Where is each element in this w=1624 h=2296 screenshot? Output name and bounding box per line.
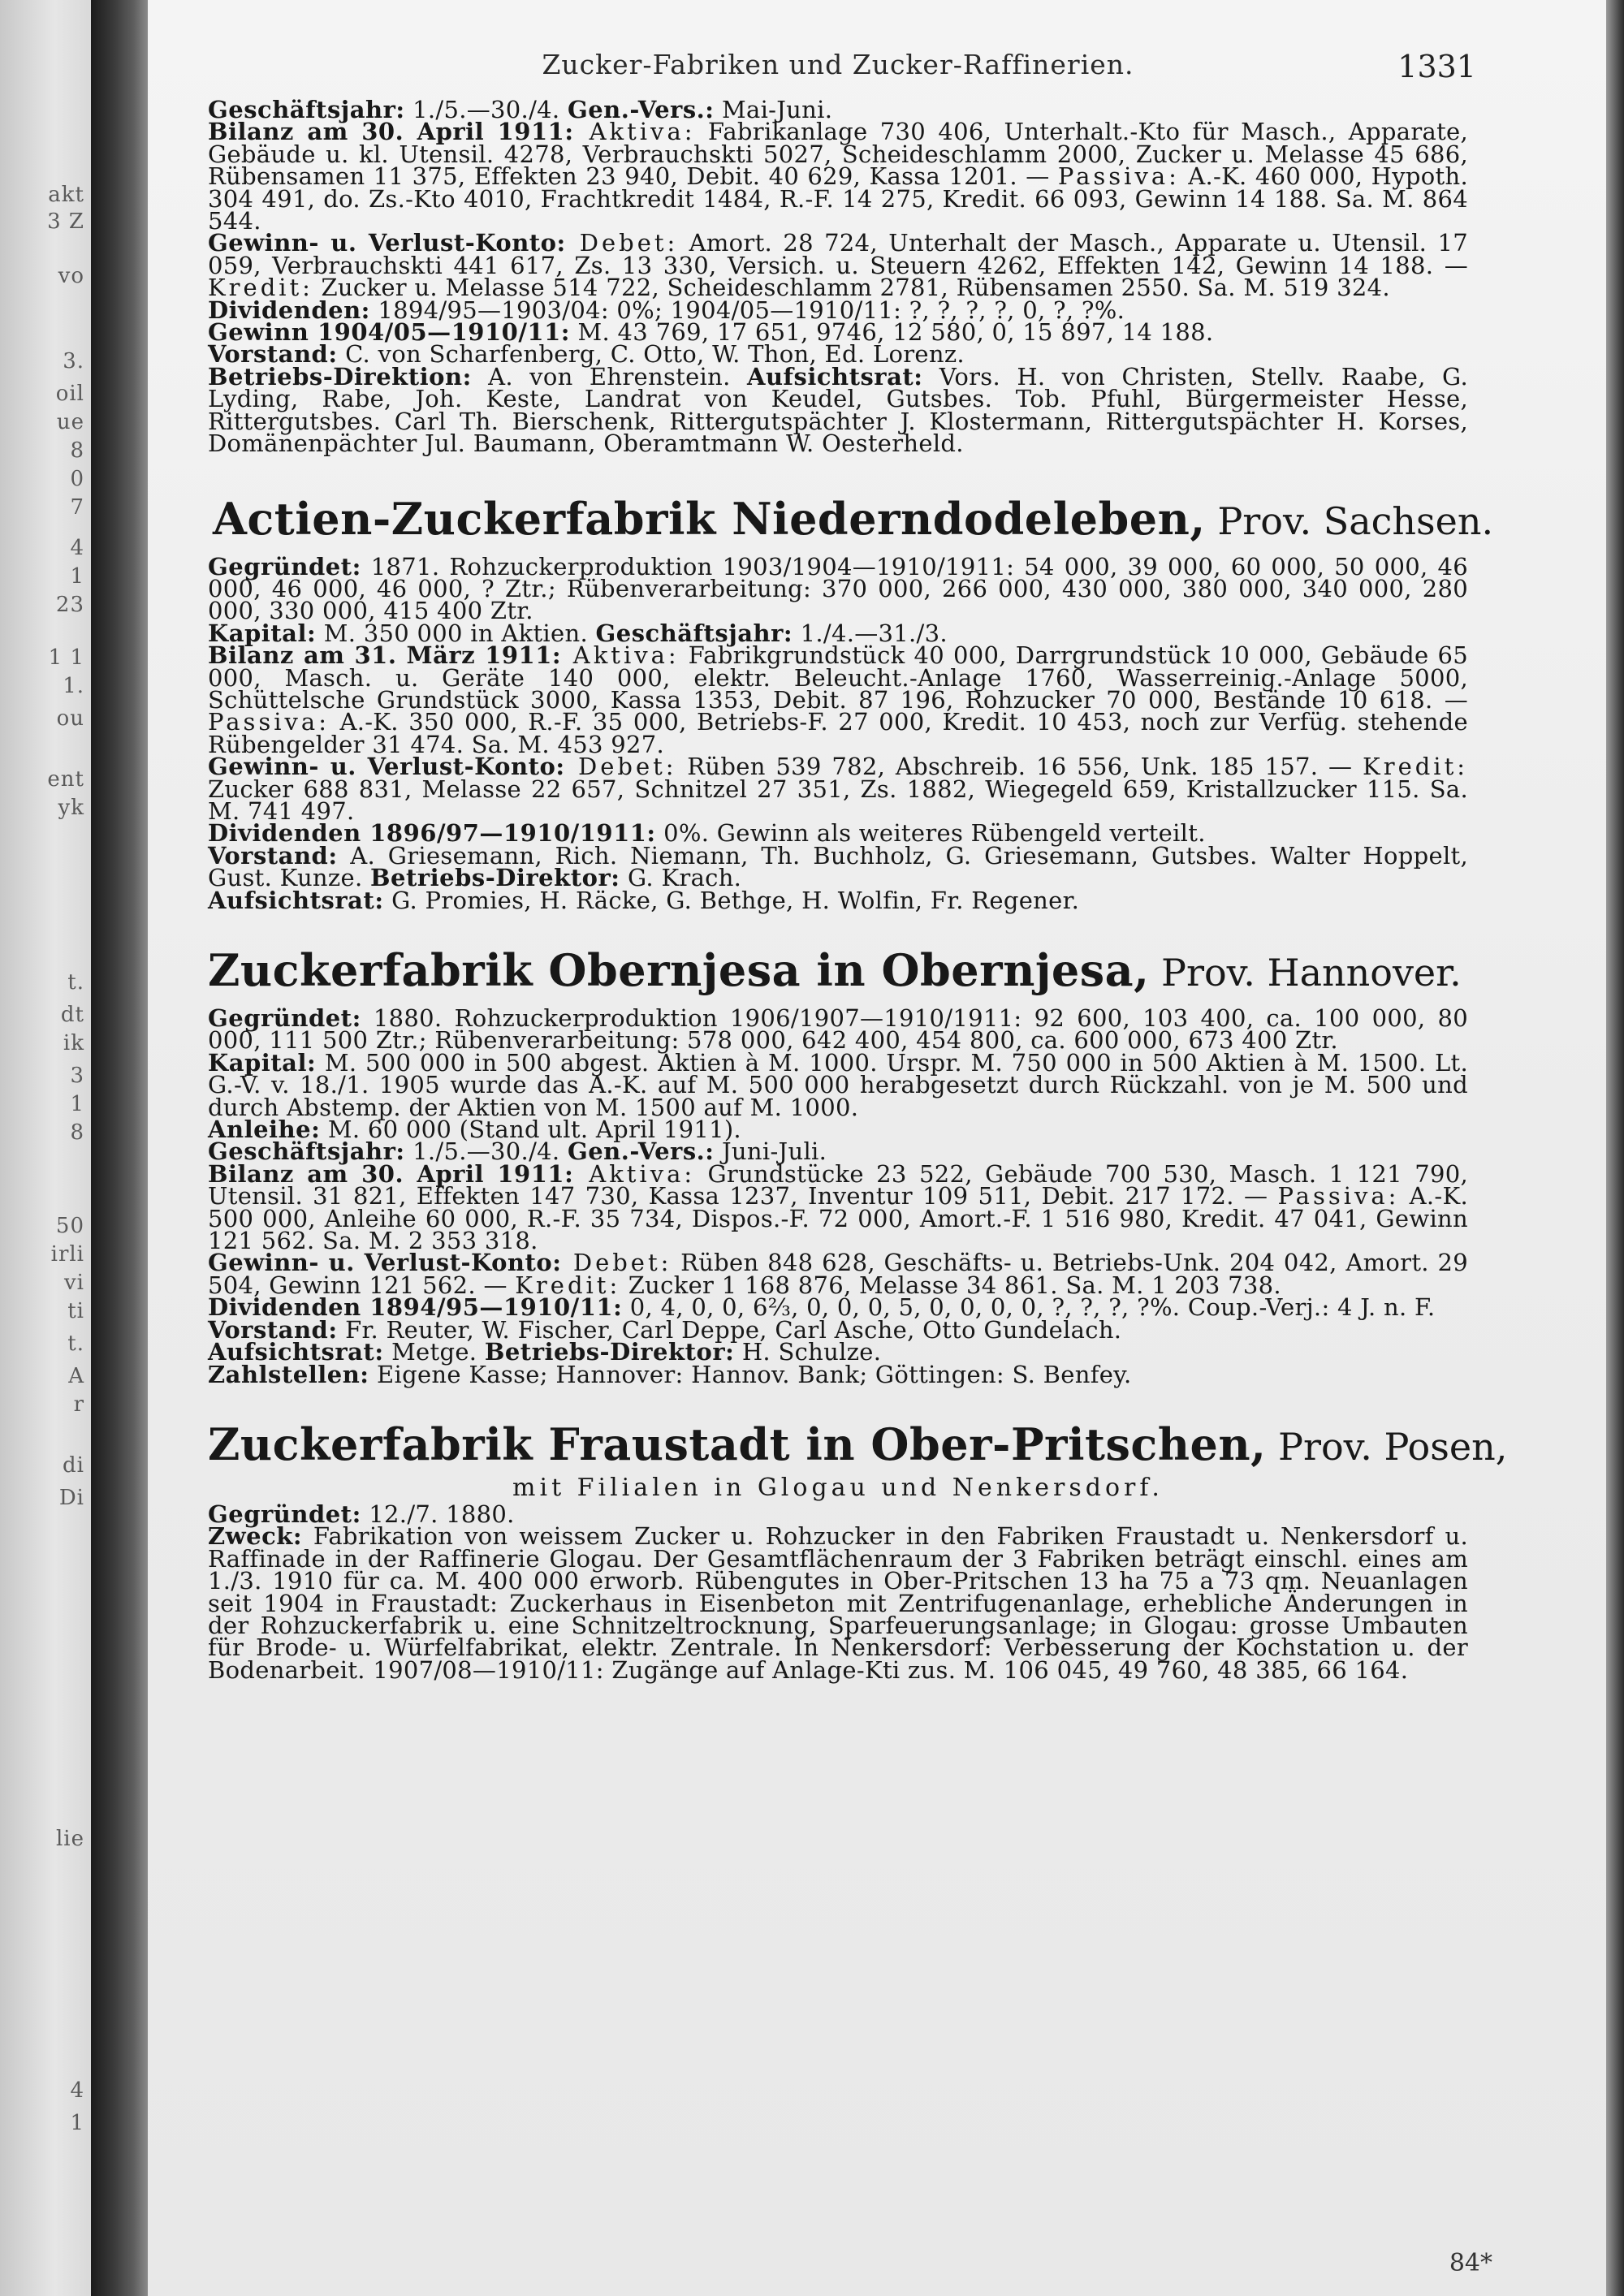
- left-fragment: ik: [63, 1031, 84, 1055]
- entry-text: Fr. Reuter, W. Fischer, Carl Deppe, Carl Asche, Otto Gundelach.: [337, 1315, 1122, 1344]
- entry-spaced: Kredit:: [208, 274, 313, 302]
- company-entry: [208, 492, 1494, 914]
- entry-label: Betriebs-Direktor:: [369, 864, 620, 892]
- entry-label: Geschäftsjahr:: [208, 96, 405, 123]
- left-fragment: ue: [56, 410, 84, 434]
- company-name: Actien-Zuckerfabrik Niederndodeleben,: [213, 492, 1206, 545]
- left-fragment: 3: [70, 1064, 84, 1088]
- left-fragment: 23: [55, 593, 84, 617]
- left-fragment: 0: [70, 467, 84, 491]
- entry-text: Fabrikgrundstück 40 000, Darrgrundstück 10 000, Gebäude 65 000, Masch. u. Geräte 140 000, elektr. Beleucht.-Anlage 1760, Wasserreinig.-Anlage 5000, Schüttelsche Grundstück 3000, Kassa 1353, Debit. 87 196, Rohzucker 70 000, Bestände 10 618. —: [208, 641, 1468, 714]
- entry-line: [208, 229, 1468, 302]
- entry-text: Zucker u. Melasse 514 722, Scheideschlamm 2781, Rübensamen 2550. Sa. M. 519 324.: [313, 274, 1390, 302]
- entry-text: A. Griesemann, Rich. Niemann, Th. Buchholz, G. Griesemann, Gutsbes. Walter Hoppelt, Gust. Kunze.: [208, 841, 1468, 892]
- left-fragment: 1: [70, 564, 84, 589]
- entry-line: [208, 362, 1468, 458]
- entry-text: M. 43 769, 17 651, 9746, 12 580, 0, 15 897, 14 188.: [570, 318, 1214, 347]
- entry-text: M. 60 000 (Stand ult. April 1911).: [320, 1116, 741, 1144]
- company-subtitle: mit Filialen in Glogau und Nenkersdorf.: [512, 1473, 1164, 1502]
- entry-text: 1880. Rohzuckerproduktion 1906/1907—1910/1911: 92 600, 103 400, ca. 100 000, 80 000, 111 500 Ztr.; Rübenverarbeitung: 578 000, 642 400, 454 800, ca. 600 000, 673 400 Ztr.: [208, 1004, 1468, 1055]
- entry-text: Zucker 1 168 876, Melasse 34 861. Sa. M. 1 203 738.: [620, 1271, 1281, 1299]
- page-content: [208, 42, 1508, 1684]
- entry-line: [208, 886, 1468, 914]
- entry-label: Gewinn- u. Verlust-Konto:: [208, 753, 565, 781]
- entry-text: Juni-Juli.: [714, 1137, 827, 1166]
- entry-label: Gegründet:: [208, 552, 361, 580]
- left-fragment: ou: [56, 706, 84, 731]
- left-fragment: Di: [58, 1486, 84, 1510]
- entry-label: Bilanz am 30. April 1911:: [208, 1159, 574, 1188]
- company-name: Zuckerfabrik Fraustadt in Ober-Pritschen,: [208, 1418, 1267, 1470]
- left-fragment: 3.: [63, 349, 84, 373]
- entry-spaced: Aktiva:: [573, 1159, 696, 1188]
- left-fragment: yk: [58, 796, 84, 820]
- entry-label: Betriebs-Direktor:: [484, 1338, 735, 1366]
- left-fragment: vo: [58, 264, 84, 288]
- entry-text: Metge.: [383, 1338, 485, 1366]
- entry-text: 12./7. 1880.: [361, 1500, 515, 1528]
- entry-label: Zweck:: [208, 1522, 303, 1551]
- entry-text: Grundstücke 23 522, Gebäude 700 530, Masch. 1 121 790, Utensil. 31 821, Effekten 147 730, Kassa 1237, Inventur 109 511, Debit. 217 172. —: [208, 1159, 1468, 1211]
- entry-label: Gen.-Vers.:: [567, 1137, 715, 1166]
- entry-text: G. Promies, H. Räcke, G. Bethge, H. Wolfin, Fr. Regener.: [383, 886, 1080, 914]
- entry-text: 1./5.—30./4.: [404, 96, 568, 123]
- entry-spaced: Aktiva:: [573, 118, 696, 146]
- left-fragment: r: [73, 1392, 84, 1417]
- entry-text: 0, 4, 0, 0, 6⅔, 0, 0, 0, 5, 0, 0, 0, 0, ?, ?, ?, ?%. Coup.-Verj.: 4 J. n. F.: [622, 1293, 1436, 1322]
- entry-spaced: Kredit:: [1363, 753, 1468, 781]
- left-fragment: t.: [67, 970, 84, 995]
- left-fragment: A: [68, 1364, 84, 1388]
- entry-text: 1871. Rohzuckerproduktion 1903/1904—1910/1911: 54 000, 39 000, 60 000, 50 000, 46 000, 46 000, 46 000, ? Ztr.; Rübenverarbeitung: 370 000, 266 000, 430 000, 380 000, 340 000, 280 000, 330 000, 415 400 Ztr.: [208, 552, 1468, 625]
- entry-text: 0%. Gewinn als weiteres Rübengeld verteilt.: [655, 819, 1206, 848]
- entry-spaced: Passiva:: [1277, 1182, 1400, 1211]
- entry-text: 1./4.—31./3.: [793, 619, 948, 647]
- entry-label: Bilanz am 30. April 1911:: [208, 118, 574, 146]
- left-fragment: akt: [48, 183, 84, 207]
- company-entry: [208, 1418, 1508, 1684]
- left-fragment: 1.: [63, 674, 84, 698]
- entry-text: M. 500 000 in 500 abgest. Aktien à M. 1000. Urspr. M. 750 000 in 500 Aktien à M. 1500. Lt. G.-V. v. 18./1. 1905 wurde das A.-K. auf M. 500 000 herabgesetzt durch Rückzahl. von je M. 500 und durch Abstemp. der Aktien von M. 1500 auf M. 1000.: [208, 1048, 1468, 1121]
- entry-text: C. von Scharfenberg, C. Otto, W. Thon, Ed. Lorenz.: [337, 340, 965, 369]
- left-fragment: 4: [70, 536, 84, 560]
- entry-label: Aufsichtsrat:: [746, 362, 923, 391]
- entry-line: [208, 1249, 1468, 1299]
- entry-line: [208, 1522, 1468, 1684]
- entry-text: 1894/95—1903/04: 0%; 1904/05—1910/11: ?, ?, ?, ?, 0, ?, ?%.: [369, 296, 1125, 324]
- entry-label: Zahlstellen:: [208, 1360, 369, 1388]
- entry-spaced: Passiva:: [208, 708, 330, 736]
- entry-label: Aufsichtsrat:: [208, 1338, 384, 1366]
- right-page-edge: [1606, 0, 1624, 2296]
- entry-label: Gewinn 1904/05—1910/11:: [208, 318, 570, 347]
- entry-label: Dividenden 1896/97—1910/1911:: [208, 819, 656, 848]
- left-fragment: irli: [50, 1242, 84, 1267]
- entry-label: Kapital:: [208, 619, 317, 647]
- left-fragment: vi: [63, 1271, 84, 1295]
- entry-label: Dividenden:: [208, 296, 370, 324]
- entry-label: Betriebs-Direktion:: [208, 362, 472, 391]
- left-fragment: 1: [70, 1092, 84, 1116]
- entry-text: Eigene Kasse; Hannover: Hannov. Bank; Göttingen: S. Benfey.: [369, 1360, 1132, 1388]
- left-page-edge: [0, 0, 91, 2296]
- entry-label: Gewinn- u. Verlust-Konto:: [208, 1249, 562, 1277]
- running-head: [208, 42, 1476, 99]
- left-fragment: oil: [55, 382, 84, 406]
- entry-label: Aufsichtsrat:: [208, 886, 384, 914]
- entry-text: A.-K. 500 000, Anleihe 60 000, R.-F. 35 734, Dispos.-F. 72 000, Amort.-F. 1 516 980, Kredit. 47 041, Gewinn 121 562. Sa. M. 2 353 318.: [208, 1182, 1468, 1255]
- left-fragment: ent: [47, 767, 84, 792]
- entry-label: Gewinn- u. Verlust-Konto:: [208, 229, 566, 257]
- entry-label: Kapital:: [208, 1048, 317, 1077]
- entry-text: Mai-Juni.: [714, 96, 833, 123]
- entry-text: A.-K. 460 000, Hypoth. 304 491, do. Zs.-Kto 4010, Frachtkredit 1484, R.-F. 14 275, Kredit. 66 093, Gewinn 14 188. Sa. M. 864 544.: [208, 162, 1468, 235]
- entry-text: A.-K. 350 000, R.-F. 35 000, Betriebs-F. 27 000, Kredit. 10 453, noch zur Verfüg. stehende Rübengelder 31 474. Sa. M. 453 927.: [208, 708, 1468, 758]
- entry-text: H. Schulze.: [734, 1338, 882, 1366]
- entry-label: Dividenden 1894/95—1910/11:: [208, 1293, 623, 1322]
- entry-line: [208, 841, 1468, 892]
- entry-label: Gegründet:: [208, 1004, 361, 1032]
- entry-text: Fabrikanlage 730 406, Unterhalt.-Kto für Masch., Apparate, Gebäude u. kl. Utensil. 4278, Verbrauchskti 5027, Scheideschlamm 2000, Zucker u. Melasse 45 686, Rübensamen 11 375, Effekten 23 940, Debit. 40 629, Kassa 1201. —: [208, 118, 1469, 191]
- left-fragment: 8: [70, 1120, 84, 1145]
- entry-spaced: Kredit:: [515, 1271, 621, 1299]
- left-fragment: 3 Z: [47, 209, 84, 234]
- entry-label: Vorstand:: [208, 841, 338, 870]
- entry-spaced: Aktiva:: [561, 641, 680, 670]
- left-fragment: ti: [67, 1299, 84, 1323]
- entry-text: A. von Ehrenstein.: [471, 362, 747, 391]
- entry-label: Vorstand:: [208, 1315, 338, 1344]
- entry-spaced: Debet:: [564, 753, 677, 781]
- left-fragment: 50: [55, 1214, 84, 1238]
- page-number: 1331: [1397, 49, 1476, 84]
- entry-label: Geschäftsjahr:: [595, 619, 793, 647]
- entry-label: Geschäftsjahr:: [208, 1137, 405, 1166]
- book-gutter: [91, 0, 148, 2296]
- left-fragment: 7: [70, 495, 84, 520]
- entry-label: Bilanz am 31. März 1911:: [208, 641, 562, 670]
- entry-label: Gegründet:: [208, 1500, 361, 1528]
- left-fragment: 1 1: [48, 645, 84, 670]
- signature-mark: 84*: [1449, 2249, 1492, 2277]
- entry-text: 1./5.—30./4.: [404, 1137, 568, 1166]
- entry-line: [208, 1004, 1468, 1055]
- entry-line: [208, 1048, 1468, 1121]
- entry-line: [208, 753, 1468, 825]
- entry-text: M. 350 000 in Aktien.: [316, 619, 596, 647]
- left-fragment: 8: [70, 438, 84, 463]
- entry-line: [208, 118, 1469, 235]
- running-title: Zucker-Fabriken und Zucker-Raffinerien.: [542, 49, 1134, 80]
- company-name: Zuckerfabrik Obernjesa in Obernjesa,: [208, 944, 1150, 996]
- entry-spaced: Passiva:: [1057, 162, 1180, 191]
- company-heading: [208, 492, 1494, 545]
- left-fragment: t.: [67, 1331, 84, 1356]
- entry-line: [208, 1360, 1468, 1388]
- left-fragment: di: [63, 1453, 84, 1478]
- left-fragment: 4: [70, 2078, 84, 2103]
- entry-text: Vors. H. von Christen, Stellv. Raabe, G. Lyding, Rabe, Joh. Keste, Landrat von Keudel, Gutsbes. Tob. Pfuhl, Bürgermeister Hesse, Rittergutsbes. Carl Th. Bierschenk, Rittergutspächter J. Klostermann, Rittergutspächter H. Korses, Domänenpächter Jul. Baumann, Oberamtmann W. Oesterheld.: [208, 362, 1468, 458]
- left-fragment: 1: [70, 2111, 84, 2135]
- company-province: Prov. Posen,: [1266, 1424, 1508, 1469]
- entry-label: Gen.-Vers.:: [567, 96, 715, 123]
- continuation-entry: [208, 96, 1469, 458]
- entry-text: Fabrikation von weissem Zucker u. Rohzucker in den Fabriken Fraustadt u. Nenkersdorf u. Raffinade in der Raffinerie Glogau. Der Gesamtflächenraum der 3 Fabriken beträgt einschl. eines am 1./3. 1910 für ca. M. 400 000 erworb. Rübengutes in Ober-Pritschen 13 ha 75 a 73 qm. Neuanlagen seit 1904 in Fraustadt: Zuckerhaus in Eisenbeton mit Zentrifugenanlage, erhebliche Änderungen in der Rohzuckerfabrik u. eine Schnitzeltrocknung, Sparfeuerungsanlage; in Glogau: grosse Umbauten für Brode- u. Würfelfabrikat, elektr. Zentrale. In Nenkersdorf: Verbesserung der Kochstation u. der Bodenarbeit. 1907/08—1910/11: Zugänge auf Anlage-Kti zus. M. 106 045, 49 760, 48 385, 66 164.: [208, 1522, 1468, 1684]
- entry-spaced: Debet:: [561, 1249, 672, 1277]
- book-page: [148, 0, 1606, 2296]
- company-heading: [208, 944, 1468, 996]
- entry-line: [208, 641, 1468, 758]
- entry-text: Amort. 28 724, Unterhalt der Masch., Apparate u. Utensil. 17 059, Verbrauchskti 441 617, Zs. 13 330, Versich. u. Steuern 4262, Effekten 142, Gewinn 14 188. —: [208, 229, 1468, 279]
- entry-label: Anleihe:: [208, 1116, 321, 1144]
- entry-text: Zucker 688 831, Melasse 22 657, Schnitzel 27 351, Zs. 1882, Wiegegeld 659, Kristallzucker 115. Sa. M. 741 497.: [208, 775, 1468, 825]
- company-heading: [208, 1418, 1508, 1470]
- entry-text: Rüben 848 628, Geschäfts- u. Betriebs-Unk. 204 042, Amort. 29 504, Gewinn 121 562. —: [208, 1249, 1468, 1299]
- company-entry: [208, 944, 1468, 1386]
- entry-line: [208, 1159, 1468, 1255]
- company-province: Prov. Sachsen.: [1205, 498, 1494, 543]
- entry-line: [208, 552, 1468, 625]
- entry-spaced: Debet:: [565, 229, 679, 257]
- entry-text: Rüben 539 782, Abschreib. 16 556, Unk. 185 157. —: [676, 753, 1363, 781]
- company-province: Prov. Hannover.: [1149, 951, 1462, 995]
- left-fragment: dt: [60, 1003, 84, 1027]
- entry-text: G. Krach.: [620, 864, 742, 892]
- left-fragment: lie: [55, 1827, 84, 1851]
- entry-label: Vorstand:: [208, 340, 338, 369]
